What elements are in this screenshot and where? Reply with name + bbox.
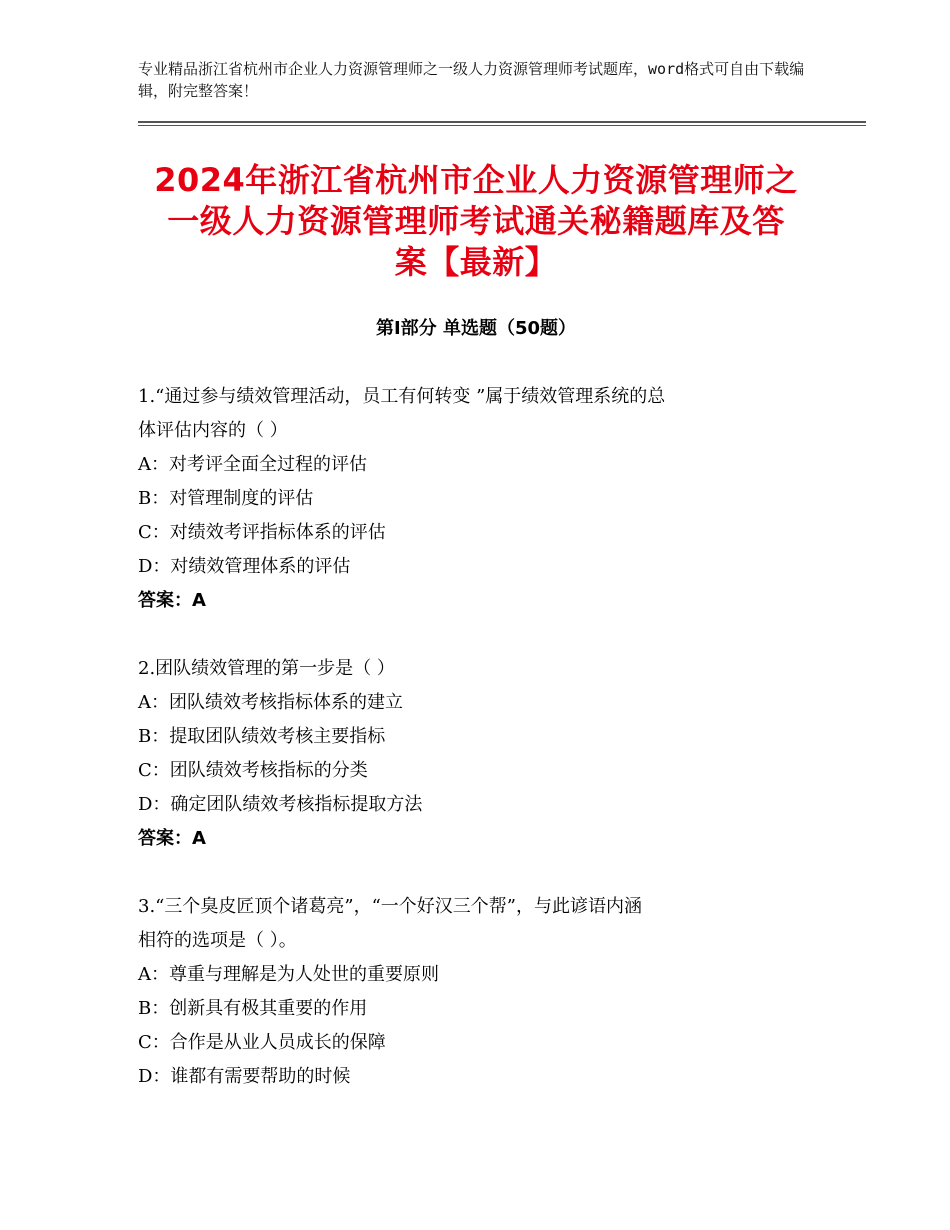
title-line: 2024年浙江省杭州市企业人力资源管理师之 [154, 161, 798, 199]
answer: 答案：A [138, 828, 206, 849]
answer: 答案：A [138, 590, 206, 611]
question-text: 相符的选项是（ ）。 [138, 930, 297, 951]
title-line: 案【最新】 [394, 243, 558, 281]
document-title [138, 160, 814, 283]
option-d: D：谁都有需要帮助的时候 [138, 1066, 351, 1087]
option-b: B：提取团队绩效考核主要指标 [138, 726, 386, 747]
option-c: C：团队绩效考核指标的分类 [138, 760, 368, 781]
question-list [138, 380, 814, 1128]
option-c: C：对绩效考评指标体系的评估 [138, 522, 386, 543]
option-b: B：对管理制度的评估 [138, 488, 314, 509]
option-a: A：团队绩效考核指标体系的建立 [138, 692, 403, 713]
section-heading: 第Ⅰ部分 单选题（50题） [375, 318, 576, 339]
option-d: D：确定团队绩效考核指标提取方法 [138, 794, 423, 815]
header-divider-thin [138, 125, 866, 126]
header-divider [138, 121, 866, 123]
option-d: D：对绩效管理体系的评估 [138, 556, 351, 577]
header-note: 专业精品浙江省杭州市企业人力资源管理师之一级人力资源管理师考试题库，word格式可自由下载编辑，附完整答案！ [138, 60, 805, 100]
option-c: C：合作是从业人员成长的保障 [138, 1032, 386, 1053]
question-1 [138, 380, 814, 618]
title-line: 一级人力资源管理师考试通关秘籍题库及答 [167, 202, 785, 240]
question-text: 1.“通过参与绩效管理活动，员工有何转变 ”属于绩效管理系统的总 [138, 386, 666, 407]
question-text: 3.“三个臭皮匠顶个诸葛亮”，“一个好汉三个帮”，与此谚语内涵 [138, 896, 642, 917]
question-3 [138, 890, 814, 1094]
question-text: 体评估内容的（ ） [138, 420, 288, 441]
question-text: 2.团队绩效管理的第一步是（ ） [138, 658, 395, 679]
option-a: A：尊重与理解是为人处世的重要原则 [138, 964, 439, 985]
option-a: A：对考评全面全过程的评估 [138, 454, 367, 475]
option-b: B：创新具有极其重要的作用 [138, 998, 368, 1019]
question-2 [138, 652, 814, 856]
